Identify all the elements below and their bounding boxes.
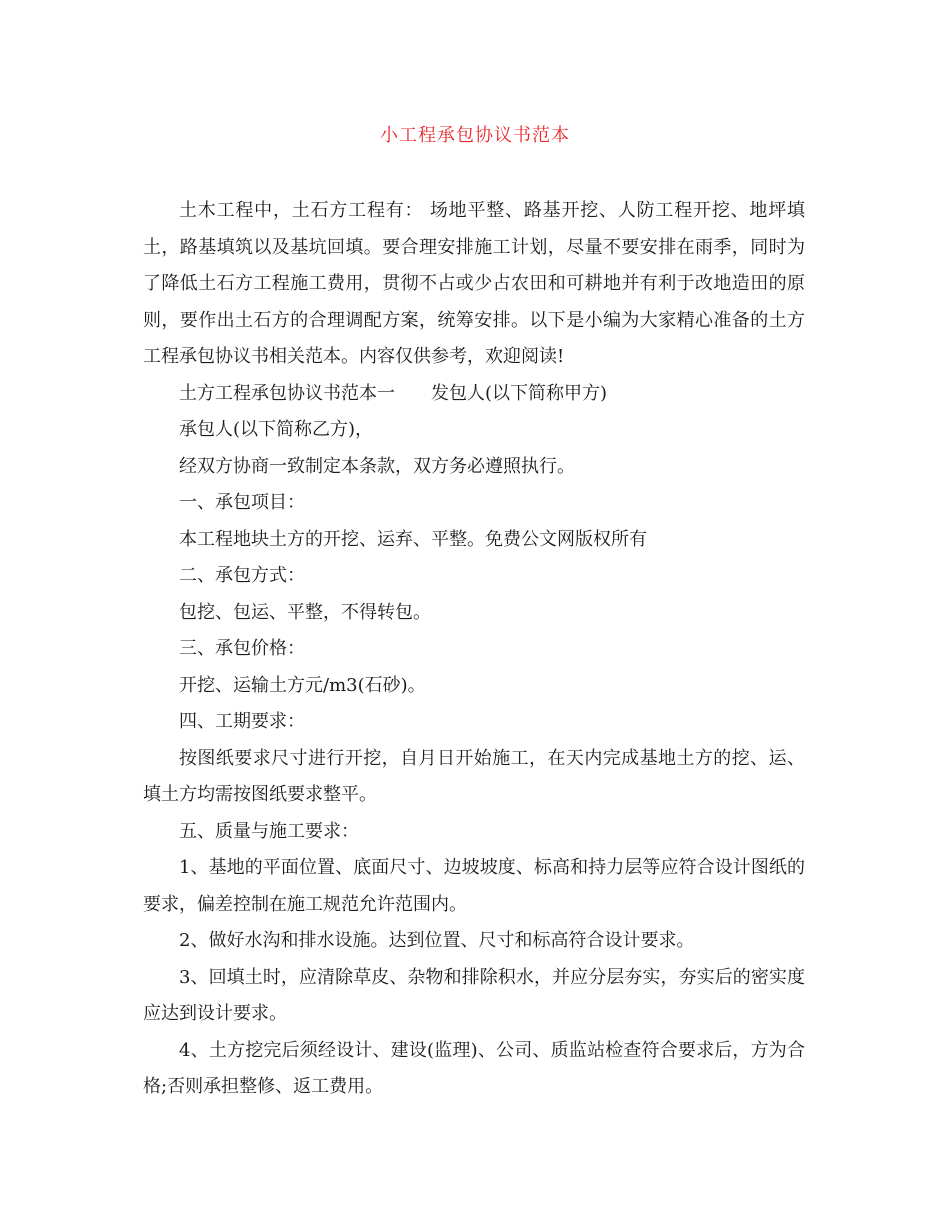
sample-heading: 土方工程承包协议书范本一: [179, 382, 395, 404]
document-body: [143, 193, 805, 1106]
section-heading-3: 三、承包价格：: [179, 638, 305, 659]
employer-line: 发包人(以下简称甲方): [431, 382, 608, 404]
section-body-4: 按图纸要求尺寸进行开挖，自月日开始施工，在天内完成基地土方的挖、运、填土方均需按图纸要求整平。: [143, 747, 805, 805]
intro-paragraph: 土木工程中，土石方工程有： 场地平整、路基开挖、人防工程开挖、地坪填土，路基填筑以及基坑回填。要合理安排施工计划，尽量不要安排在雨季，同时为了降低土石方工程施工费用，贯彻不占或少占农田和可耕地并有利于改地造田的原则，要作出土石方的合理调配方案，统筹安排。以下是小编为大家精心准备的土方工程承包协议书相关范本。内容仅供参考，欢迎阅读!: [143, 200, 805, 367]
section-heading-5: 五、质量与施工要求：: [179, 820, 359, 842]
section-heading-4: 四、工期要求：: [179, 711, 305, 732]
section-body-3: 开挖、运输土方元/m3(石砂)。: [179, 674, 426, 696]
section-heading-1: 一、承包项目：: [179, 492, 305, 513]
quality-item-1: 1、基地的平面位置、底面尺寸、边坡坡度、标高和持力层等应符合设计图纸的要求，偏差控制在施工规范允许范围内。: [143, 857, 805, 915]
section-heading-2: 二、承包方式：: [179, 565, 305, 586]
quality-item-4: 4、土方挖完后须经设计、建设(监理)、公司、质监站检查符合要求后，方为合格;否则承担整修、返工费用。: [143, 1039, 805, 1097]
section-body-1: 本工程地块土方的开挖、运弃、平整。免费公文网版权所有: [179, 528, 647, 550]
quality-item-2: 2、做好水沟和排水设施。达到位置、尺寸和标高符合设计要求。: [179, 930, 695, 951]
section-body-2: 包挖、包运、平整，不得转包。: [179, 601, 431, 623]
document-title: 小工程承包协议书范本: [380, 125, 570, 146]
agreement-line: 经双方协商一致制定本条款，双方务必遵照执行。: [179, 455, 575, 477]
sample-heading-line: [143, 376, 805, 413]
quality-item-3: 3、回填土时，应清除草皮、杂物和排除积水，并应分层夯实，夯实后的密实度应达到设计要求。: [143, 966, 805, 1024]
contractor-line: 承包人(以下简称乙方)，: [179, 419, 374, 440]
